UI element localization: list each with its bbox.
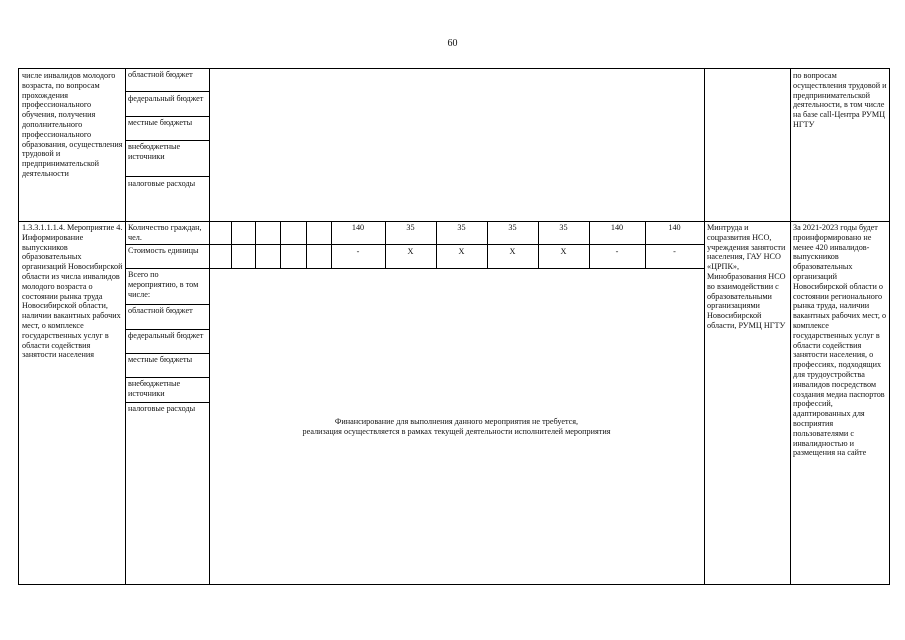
measure-source: федеральный бюджет (128, 331, 204, 340)
measure-source: Всего по мероприятию, в том числе: (128, 270, 199, 299)
row-divider (125, 377, 209, 378)
top-result: по вопросам осуществления трудовой и предпринимательской деятельности, в том числе на базе call-Центра РУМЦ НГТУ (793, 71, 887, 129)
indicator-value: 140 (610, 223, 624, 232)
indicator-label: Стоимость единицы (128, 246, 199, 255)
value-col-divider (255, 221, 256, 268)
col-divider (704, 69, 705, 584)
top-source: областной бюджет (128, 70, 193, 79)
top-source: федеральный бюджет (128, 94, 204, 103)
indicator-label: Количество граждан, чел. (128, 223, 202, 242)
indicator-value: 35 (457, 223, 466, 232)
indicator-value: - (673, 247, 676, 256)
row-divider (125, 176, 209, 177)
indicator-value: X (509, 247, 516, 256)
row-divider (125, 268, 704, 269)
indicator-value: - (615, 247, 619, 256)
measure-source: внебюджетные источники (128, 379, 181, 398)
funding-note-line: Финансирование для выполнения данного мероприятия не требуется, (334, 417, 579, 426)
row-divider (125, 329, 209, 330)
measure-result: За 2021-2023 годы будет проинформировано не менее 420 инвалидов-выпускников образовательных организаций Новосибирской области о состоянии регионального рынка труда, наличии вакантных рабочих мест, о комплексе государственных услуг в области содействия занятости населения, о профессиях, подходящих для трудоустройства инвалидов посредством создания медиа паспортов профессий, адаптированных для восприятия пользователями с инвалидностью и размещения на сайте (793, 223, 887, 458)
indicator-value: 35 (559, 223, 568, 232)
value-col-divider (231, 221, 232, 268)
indicator-value: 35 (406, 223, 415, 232)
measure-executors: Минтруда и соцразвития НСО, учреждения занятости населения, ГАУ НСО «ЦРПК», Минобразования НСО во взаимодействии с образовательными организациями Новосибирской области, РУМЦ НГТУ (707, 223, 786, 330)
indicator-value: - (356, 247, 360, 256)
page-number: 60 (447, 38, 458, 49)
row-divider (125, 353, 209, 354)
funding-note (209, 417, 704, 437)
top-source: местные бюджеты (128, 118, 193, 127)
indicator-value: X (560, 247, 567, 256)
measure-title: 1.3.3.1.1.1.4. Мероприятие 4. Информирование выпускников образовательных организаций Новосибирской области из числа инвалидов молодого возраста о состоянии рынка труда Новосибирской области, наличии вакантных рабочих мест, о комплексе государственных услуг в области содействия занятости населения (22, 223, 123, 360)
measure-source: налоговые расходы (128, 404, 196, 413)
indicator-value: X (407, 247, 414, 256)
indicator-value: X (458, 247, 465, 256)
col-divider (790, 69, 791, 584)
measure-source: областной бюджет (128, 306, 193, 315)
section-divider (19, 221, 889, 222)
indicator-value: 140 (668, 223, 681, 232)
indicator-value: 140 (351, 223, 365, 232)
value-col-divider (306, 221, 307, 268)
row-divider (125, 140, 209, 141)
row-divider (125, 91, 209, 92)
row-divider (125, 244, 704, 245)
funding-note-line: реализация осуществляется в рамках текущей деятельности исполнителей мероприятия (302, 427, 611, 436)
top-source: внебюджетные источники (128, 142, 181, 161)
row-divider (125, 116, 209, 117)
top-source: налоговые расходы (128, 179, 196, 188)
col-divider (125, 69, 126, 584)
value-col-divider (280, 221, 281, 268)
row-divider (125, 304, 209, 305)
indicator-value: 35 (508, 223, 517, 232)
top-description: числе инвалидов молодого возраста, по вопросам прохождения профессионального обучения, получения дополнительного профессионального образования, осуществления трудовой и предпринимательской деятельности (22, 71, 123, 178)
row-divider (125, 402, 209, 403)
program-table (18, 68, 890, 585)
col-divider (209, 69, 210, 584)
measure-source: местные бюджеты (128, 355, 193, 364)
